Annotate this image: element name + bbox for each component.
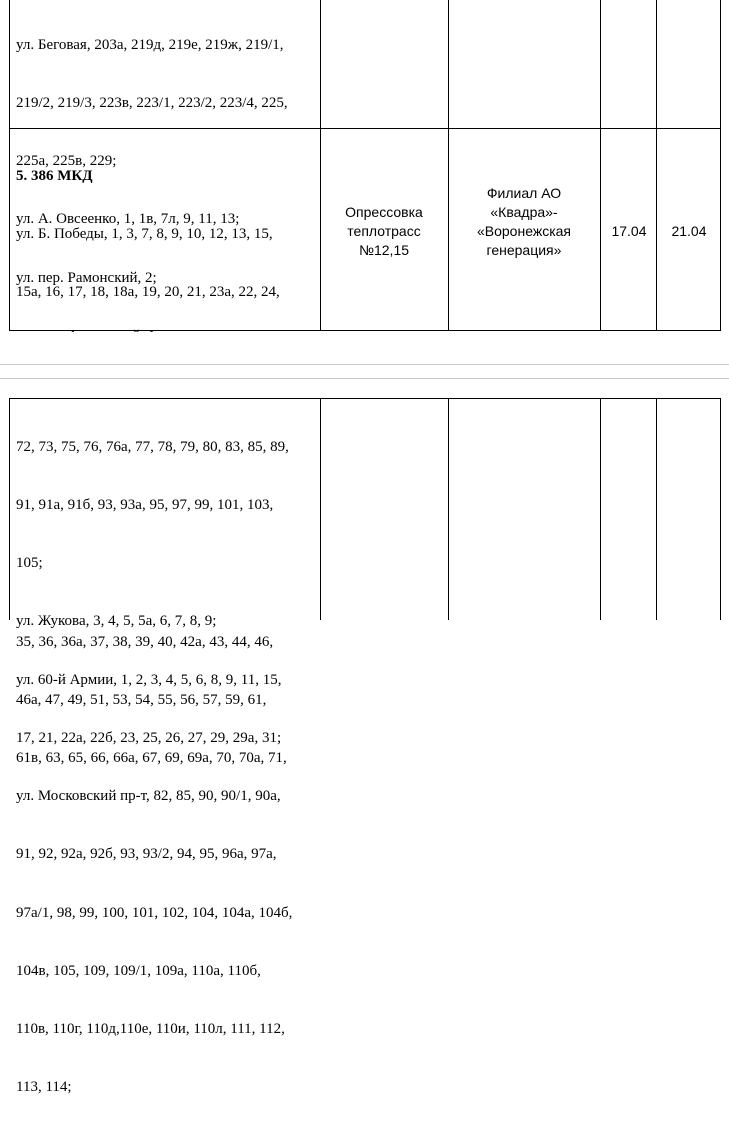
address-line: 15а, 16, 17, 18, 18а, 19, 20, 21, 23а, 22, 24, [16, 284, 280, 301]
address-line: 61в, 63, 65, 66, 66а, 67, 69, 69а, 70, 70а, 71, [16, 750, 287, 766]
address-line: 17, 21, 22а, 22б, 23, 25, 26, 27, 29, 29а, 31; [16, 729, 282, 746]
continued-address-block [16, 399, 292, 1136]
table-border-col1 [320, 398, 321, 620]
address-line: 219/2, 219/3, 223в, 223/1, 223/2, 223/4, 225, [16, 95, 288, 112]
address-line: 113, 114; [16, 1079, 72, 1096]
date-start-cell: 17.04 [611, 223, 647, 239]
address-line: ул. пер. Рамонский, 2; [16, 269, 157, 286]
address-line: 110в, 110г, 110д,110е, 110и, 110л, 111, 112, [16, 1021, 285, 1037]
address-line: ул. Беговая, 203а, 219д, 219е, 219ж, 219/1, [16, 36, 284, 53]
address-line: 91, 91а, 91б, 93, 93а, 95, 97, 99, 101, 103, [16, 497, 274, 514]
address-line: 104в, 105, 109, 109/1, 109а, 110а, 110б, [16, 962, 261, 979]
address-line: 97а/1, 98, 99, 100, 101, 102, 104, 104а, 104б, [16, 904, 293, 921]
organization-cell: Филиал АО «Квадра»- «Воронежская генерация» [476, 185, 571, 258]
table-border-col4 [656, 0, 657, 330]
address-line: 72, 73, 75, 76, 76а, 77, 78, 79, 80, 83, 85, 89, [16, 438, 289, 455]
table-border-col3 [600, 398, 601, 620]
address-line: 46а, 47, 49, 51, 53, 54, 55, 56, 57, 59, 61, [16, 691, 267, 708]
address-line: ул. Б. Победы, 1, 3, 7, 8, 9, 10, 12, 13, 15, [16, 226, 273, 243]
address-line: ул. 60-й Армии, 1, 2, 3, 4, 5, 6, 8, 9, 11, 15, [16, 671, 282, 688]
page-edge-line [0, 364, 729, 365]
page-break-gap [0, 332, 729, 398]
table-border-right [720, 398, 721, 620]
address-line: ул. А. Овсеенко, 1, 1в, 7л, 9, 11, 13; [16, 211, 240, 228]
table-border-left [9, 0, 10, 330]
table-border-col1 [320, 0, 321, 330]
work-type-cell: Опрессовка теплотрасс №12,15 [345, 204, 423, 258]
table-border-col2 [448, 398, 449, 620]
table-border-right [720, 0, 721, 330]
page-edge-line [0, 378, 729, 379]
table-border-col2 [448, 0, 449, 330]
address-line: ул. Жукова, 3, 4, 5, 5а, 6, 7, 8, 9; [16, 613, 217, 630]
address-line: ул. Московский пр-т, 82, 85, 90, 90/1, 90а, [16, 788, 281, 805]
address-line: 35, 36, 36а, 37, 38, 39, 40, 42а, 43, 44, 46, [16, 633, 274, 650]
address-line: 225а, 225в, 229; [16, 153, 117, 170]
address-line: 105; [16, 555, 43, 572]
address-line: 91, 92, 92а, 92б, 93, 93/2, 94, 95, 96а, 97а, [16, 846, 277, 863]
row5-heading: 5. 386 МКД [16, 167, 93, 184]
table-border-left [9, 398, 10, 620]
table-border-col4 [656, 398, 657, 620]
table-border-col3 [600, 0, 601, 330]
date-end-cell: 21.04 [671, 223, 707, 239]
